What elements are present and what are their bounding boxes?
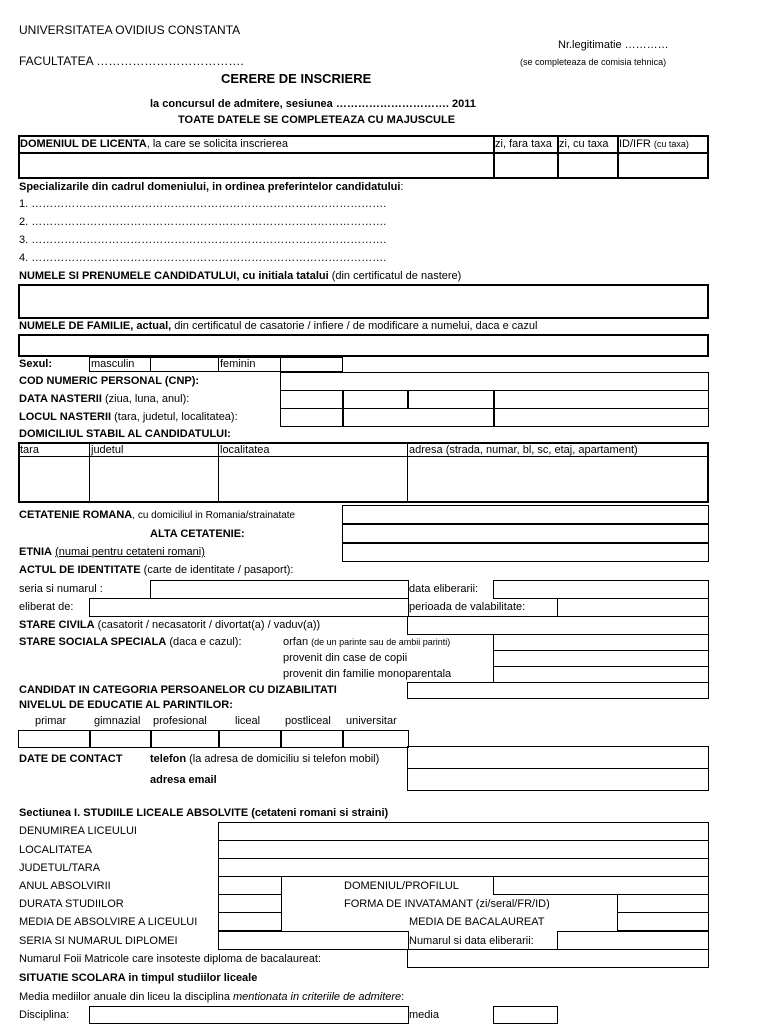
data-nasterii-an[interactable] bbox=[407, 390, 495, 409]
durata-studii-label: DURATA STUDIILOR bbox=[19, 898, 124, 910]
domiciliu-tara-input[interactable] bbox=[20, 458, 88, 501]
data-nasterii-label: DATA NASTERII (ziua, luna, anul): bbox=[19, 393, 190, 405]
localitate-liceu-label: LOCALITATEA bbox=[19, 844, 92, 856]
media-liceu-label: MEDIA DE ABSOLVIRE A LICEULUI bbox=[19, 916, 198, 928]
numar-data-eliberarii-input[interactable] bbox=[557, 931, 709, 950]
data-eliberarii-label: data eliberarii: bbox=[409, 583, 479, 595]
sex-masculin-label: masculin bbox=[91, 358, 135, 370]
alta-cetatenie-label: ALTA CETATENIE: bbox=[150, 528, 245, 540]
zi-fara-taxa-input[interactable] bbox=[495, 154, 556, 178]
domiciliu-localitate-input[interactable] bbox=[220, 458, 406, 501]
locul-nasterii-judet[interactable] bbox=[342, 408, 495, 427]
media-anuale-label: Media mediilor anuale din liceu la disciplina mentionata in criteriile de admitere: bbox=[19, 991, 405, 1003]
specializare-line-1[interactable]: 1. ……………………………………………………………………………………. bbox=[19, 198, 387, 210]
domiciliu-col-tara: tara bbox=[20, 444, 39, 456]
nume-familie-input[interactable] bbox=[18, 334, 709, 357]
cnp-input[interactable] bbox=[280, 372, 709, 391]
sex-feminin-label: feminin bbox=[220, 358, 256, 370]
perioada-valabilitate-input[interactable] bbox=[557, 598, 709, 617]
sex-label: Sexul: bbox=[19, 358, 53, 370]
numele-label: NUMELE SI PRENUMELE CANDIDATULUI, cu initiala tatalui (din certificatul de nastere) bbox=[19, 270, 462, 282]
faculty-field: FACULTATEA ………………………………. bbox=[19, 54, 244, 68]
domiciliu-label: DOMICILIUL STABIL AL CANDIDATULUI: bbox=[19, 428, 231, 440]
educatie-primar-input[interactable] bbox=[18, 730, 91, 748]
domeniu-label: DOMENIUL DE LICENTA, la care se solicita inscrierea bbox=[20, 138, 288, 150]
dizabilitati-label: CANDIDAT IN CATEGORIA PERSOANELOR CU DIZABILITATI bbox=[19, 684, 337, 696]
specializari-label: Specializarile din cadrul domeniului, in ordinea preferintelor candidatului: bbox=[19, 181, 404, 193]
judet-tara-input[interactable] bbox=[218, 858, 709, 877]
data-nasterii-luna[interactable] bbox=[342, 390, 409, 409]
numele-input[interactable] bbox=[18, 284, 709, 319]
case-copii-label: provenit din case de copii bbox=[283, 652, 408, 664]
orfan-label: orfan (de un parinte sau de ambii parinti) bbox=[283, 636, 451, 648]
telefon-input[interactable] bbox=[407, 746, 709, 769]
media-bac-input[interactable] bbox=[617, 912, 709, 931]
educatie-gimnazial-label: gimnazial bbox=[94, 715, 141, 727]
domiciliu-col-localitate: localitatea bbox=[220, 444, 270, 456]
university-name: UNIVERSITATEA OVIDIUS CONSTANTA bbox=[19, 23, 241, 37]
sex-feminin-box[interactable] bbox=[280, 357, 343, 372]
contact-label: DATE DE CONTACT bbox=[19, 753, 123, 765]
specializare-line-4[interactable]: 4. ……………………………………………………………………………………. bbox=[19, 252, 387, 264]
monoparentala-label: provenit din familie monoparentala bbox=[283, 668, 452, 680]
disciplina-input[interactable] bbox=[89, 1006, 409, 1024]
nr-legitimatie-note: (se completeaza de comisia tehnica) bbox=[520, 57, 667, 67]
nume-familie-label: NUMELE DE FAMILIE, actual, din certificatul de casatorie / infiere / de modificare a numelui, daca e cazul bbox=[19, 320, 538, 332]
zi-fara-taxa-header: zi, fara taxa bbox=[495, 138, 552, 150]
telefon-label: telefon (la adresa de domiciliu si telefon mobil) bbox=[150, 753, 380, 765]
domiciliu-col-judet: judetul bbox=[91, 444, 124, 456]
eliberat-de-label: eliberat de: bbox=[19, 601, 74, 613]
id-ifr-input[interactable] bbox=[619, 154, 708, 178]
email-input[interactable] bbox=[407, 768, 709, 791]
domeniu-profil-input[interactable] bbox=[493, 876, 709, 895]
judet-tara-label: JUDETUL/TARA bbox=[19, 862, 101, 874]
stare-civila-label: STARE CIVILA (casatorit / necasatorit / divortat(a) / vaduv(a)) bbox=[19, 619, 321, 631]
domiciliu-judet-input[interactable] bbox=[91, 458, 217, 501]
locul-nasterii-localitate[interactable] bbox=[493, 408, 709, 427]
specializare-line-2[interactable]: 2. ……………………………………………………………………………………. bbox=[19, 216, 387, 228]
act-identitate-label: ACTUL DE IDENTITATE (carte de identitate / pasaport): bbox=[19, 564, 294, 576]
educatie-profesional-label: profesional bbox=[153, 715, 207, 727]
alta-cetatenie-input[interactable] bbox=[342, 524, 709, 543]
zi-cu-taxa-header: zi, cu taxa bbox=[559, 138, 609, 150]
locul-nasterii-tara[interactable] bbox=[280, 408, 344, 427]
foi-matricole-label: Numarul Foii Matricole care insoteste diploma de bacalaureat: bbox=[19, 953, 322, 965]
stare-sociala-label: STARE SOCIALA SPECIALA (daca e cazul): bbox=[19, 636, 242, 648]
domiciliu-adresa-input[interactable] bbox=[409, 458, 707, 501]
etnia-input[interactable] bbox=[342, 543, 709, 562]
educatie-primar-label: primar bbox=[35, 715, 67, 727]
seria-numarul-label: seria si numarul : bbox=[19, 583, 103, 595]
form-title: CERERE DE INSCRIERE bbox=[221, 71, 372, 86]
forma-invatamant-input[interactable] bbox=[617, 894, 709, 913]
media-disciplina-input[interactable] bbox=[493, 1006, 558, 1024]
etnia-label: ETNIA (numai pentru cetateni romani) bbox=[19, 546, 205, 558]
orfan-input[interactable] bbox=[493, 634, 709, 651]
eliberat-de-input[interactable] bbox=[89, 598, 409, 617]
educatie-gimnazial-input[interactable] bbox=[89, 730, 152, 748]
an-absolvire-label: ANUL ABSOLVIRII bbox=[19, 880, 111, 892]
media-liceu-input[interactable] bbox=[218, 912, 282, 931]
seria-numarul-input[interactable] bbox=[150, 580, 409, 599]
educatie-liceal-label: liceal bbox=[235, 715, 261, 727]
domeniu-input[interactable] bbox=[20, 154, 492, 178]
cetatenie-romana-input[interactable] bbox=[342, 505, 709, 524]
domeniu-profil-label: DOMENIUL/PROFILUL bbox=[344, 880, 459, 892]
situatie-scolara-label: SITUATIE SCOLARA in timpul studiilor liceale bbox=[19, 972, 258, 984]
sex-masculin-box[interactable] bbox=[150, 357, 219, 372]
data-nasterii-zi[interactable] bbox=[280, 390, 344, 409]
educatie-liceal-input[interactable] bbox=[218, 730, 282, 748]
educatie-parinti-label: NIVELUL DE EDUCATIE AL PARINTILOR: bbox=[19, 699, 233, 711]
perioada-valabilitate-label: perioada de valabilitate: bbox=[409, 601, 526, 613]
educatie-postliceal-label: postliceal bbox=[285, 715, 331, 727]
forma-invatamant-label: FORMA DE INVATAMANT (zi/seral/FR/ID) bbox=[344, 898, 550, 910]
disciplina-label: Disciplina: bbox=[19, 1009, 70, 1021]
educatie-postliceal-input[interactable] bbox=[280, 730, 344, 748]
numar-data-eliberarii-label: Numarul si data eliberarii: bbox=[409, 935, 534, 947]
denumire-liceu-input[interactable] bbox=[218, 822, 709, 841]
stare-civila-input[interactable] bbox=[407, 616, 709, 635]
denumire-liceu-label: DENUMIREA LICEULUI bbox=[19, 825, 137, 837]
educatie-universitar-input[interactable] bbox=[342, 730, 409, 748]
case-copii-input[interactable] bbox=[493, 650, 709, 667]
domiciliu-col-adresa: adresa (strada, numar, bl, sc, etaj, apartament) bbox=[409, 444, 638, 456]
localitate-liceu-input[interactable] bbox=[218, 840, 709, 859]
cetatenie-romana-label: CETATENIE ROMANA, cu domiciliul in Romania/strainatate bbox=[19, 509, 296, 521]
an-absolvire-input[interactable] bbox=[218, 876, 282, 895]
specializare-line-3[interactable]: 3. ……………………………………………………………………………………. bbox=[19, 234, 387, 246]
durata-studii-input[interactable] bbox=[218, 894, 282, 913]
form-subtitle: la concursul de admitere, sesiunea …………………………. 2011 bbox=[150, 98, 476, 110]
data-nasterii-extra[interactable] bbox=[493, 390, 709, 409]
media-bac-label: MEDIA DE BACALAUREAT bbox=[409, 916, 545, 928]
locul-nasterii-label: LOCUL NASTERII (tara, judetul, localitatea): bbox=[19, 411, 238, 423]
educatie-profesional-input[interactable] bbox=[150, 730, 220, 748]
media-disciplina-label: media bbox=[409, 1009, 439, 1021]
educatie-universitar-label: universitar bbox=[346, 715, 397, 727]
email-label: adresa email bbox=[150, 774, 217, 786]
seria-diploma-label: SERIA SI NUMARUL DIPLOMEI bbox=[19, 935, 178, 947]
zi-cu-taxa-input[interactable] bbox=[559, 154, 616, 178]
dizabilitati-input[interactable] bbox=[407, 682, 709, 699]
foi-matricole-input[interactable] bbox=[407, 949, 709, 968]
nr-legitimatie: Nr.legitimatie ………… bbox=[558, 39, 669, 51]
seria-diploma-input[interactable] bbox=[218, 931, 409, 950]
studii-section-title: Sectiunea I. STUDIILE LICEALE ABSOLVITE (cetateni romani si straini) bbox=[19, 807, 389, 819]
form-instruction: TOATE DATELE SE COMPLETEAZA CU MAJUSCULE bbox=[178, 114, 456, 126]
data-eliberarii-input[interactable] bbox=[493, 580, 709, 599]
monoparentala-input[interactable] bbox=[493, 666, 709, 683]
id-ifr-header: ID/IFR (cu taxa) bbox=[619, 138, 689, 150]
cnp-label: COD NUMERIC PERSONAL (CNP): bbox=[19, 375, 200, 387]
